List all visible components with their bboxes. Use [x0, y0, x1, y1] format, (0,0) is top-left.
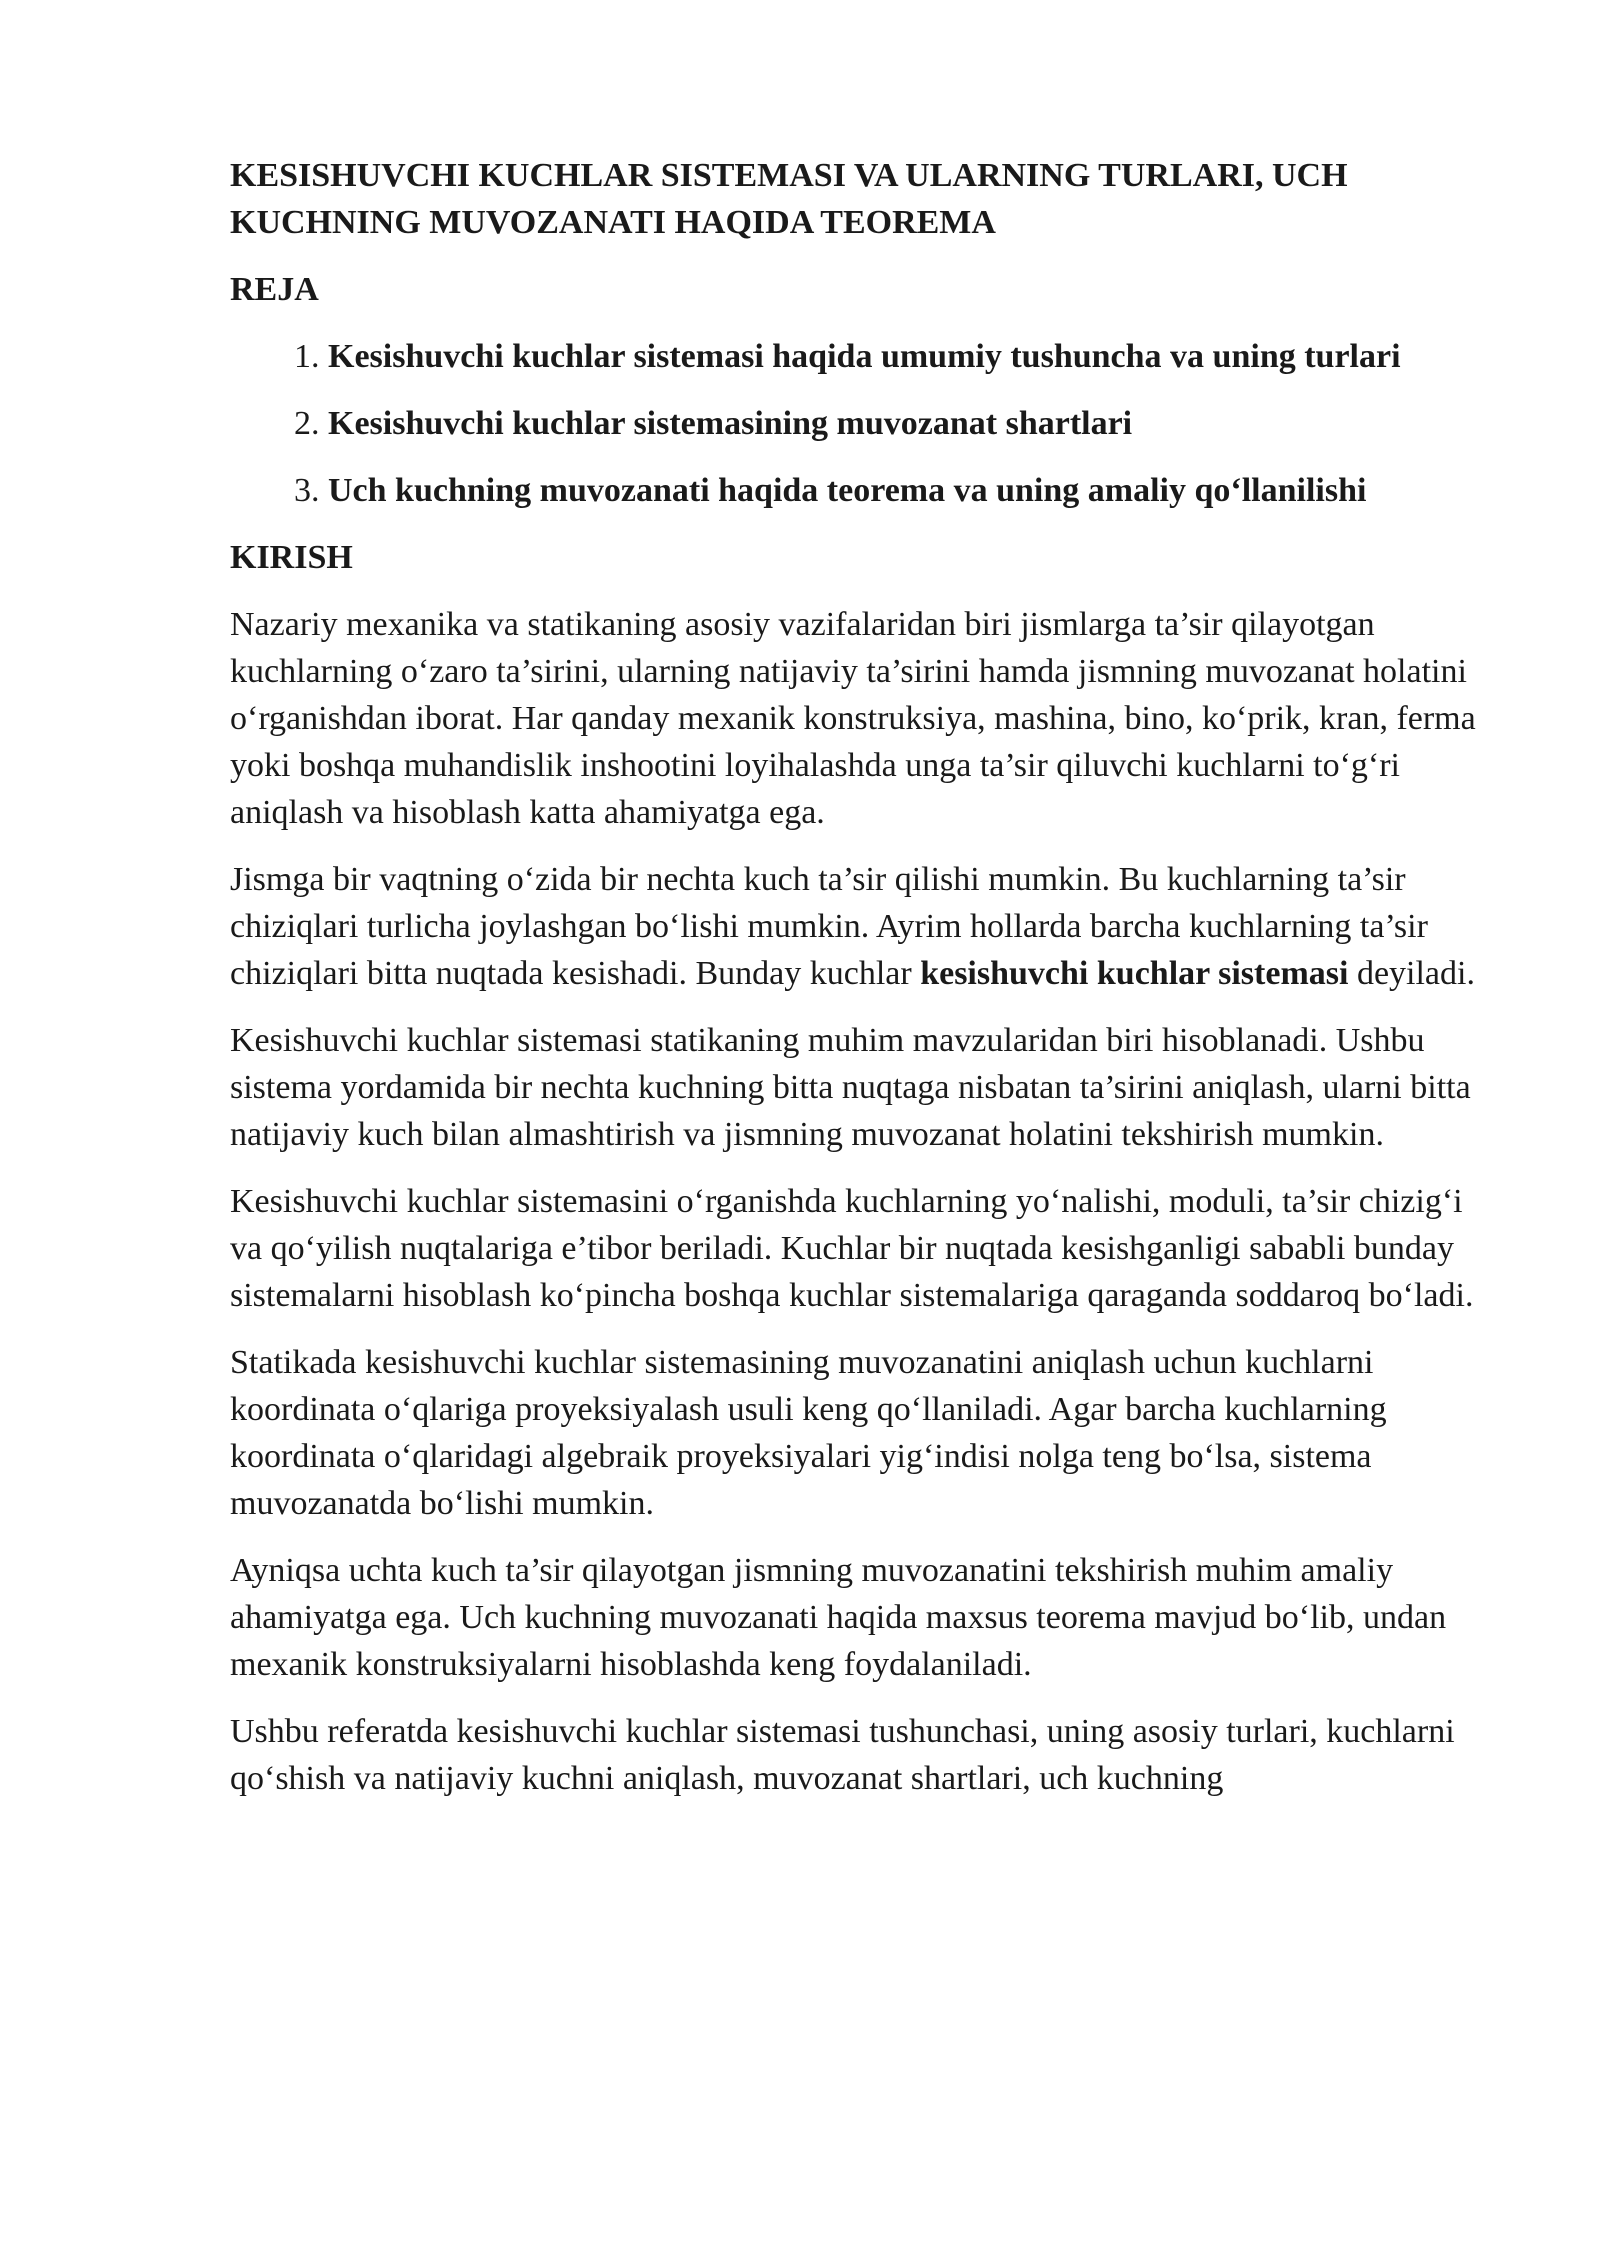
plan-item: 2. Kesishuvchi kuchlar sistemasining muvozanat shartlari — [328, 400, 1490, 447]
paragraph-text: deyiladi. — [1348, 955, 1475, 992]
paragraph: Kesishuvchi kuchlar sistemasi statikaning muhim mavzularidan biri hisoblanadi. Ushbu sistema yordamida bir nechta kuchning bitta nuqtaga nisbatan ta’sirini aniqlash, ularni bitta natijaviy kuch bilan almashtirish va jismning muvozanat holatini tekshirish mumkin. — [230, 1022, 1471, 1153]
plan-item: 3. Uch kuchning muvozanati haqida teorema va uning amaliy qo‘llanilishi — [328, 467, 1490, 514]
plan-heading: REJA — [230, 271, 319, 308]
paragraph — [230, 856, 1490, 997]
paragraph: Ushbu referatda kesishuvchi kuchlar sistemasi tushunchasi, uning asosiy turlari, kuchlarni qo‘shish va natijaviy kuchni aniqlash, muvozanat shartlari, uch kuchning — [230, 1713, 1455, 1797]
paragraph: Kesishuvchi kuchlar sistemasini o‘rganishda kuchlarning yo‘nalishi, moduli, ta’sir chizig‘i va qo‘yilish nuqtalariga e’tibor beriladi. Kuchlar bir nuqtada kesishganligi sababli bunday sistemalarni hisoblash ko‘pincha boshqa kuchlar sistemalariga qaraganda soddaroq bo‘ladi. — [230, 1183, 1474, 1314]
plan-list — [230, 333, 1490, 514]
bold-term: kesishuvchi kuchlar sistemasi — [920, 955, 1349, 992]
document-page — [230, 152, 1490, 1822]
paragraph: Nazariy mexanika va statikaning asosiy vazifalaridan biri jismlarga ta’sir qilayotgan kuchlarning o‘zaro ta’sirini, ularning natijaviy ta’sirini hamda jismning muvozanat holatini o‘rganishdan iborat. Har qanday mexanik konstruksiya, mashina, bino, ko‘prik, kran, ferma yoki boshqa muhandislik inshootini loyihalashda unga ta’sir qiluvchi kuchlarni to‘g‘ri aniqlash va hisoblash katta ahamiyatga ega. — [230, 606, 1476, 831]
paragraph-text: Jismga bir vaqtning o‘zida bir nechta kuch ta’sir qilishi mumkin. Bu kuchlarning ta’sir chiziqlari turlicha joylashgan bo‘lishi mumkin. Ayrim hollarda barcha kuchlarning ta’sir chiziqlari bitta nuqtada kesishadi. Bunday kuchlar — [230, 861, 1428, 992]
plan-item: 1. Kesishuvchi kuchlar sistemasi haqida umumiy tushuncha va uning turlari — [328, 333, 1490, 380]
paragraph: Statikada kesishuvchi kuchlar sistemasining muvozanatini aniqlash uchun kuchlarni koordinata o‘qlariga proyeksiyalash usuli keng qo‘llaniladi. Agar barcha kuchlarning koordinata o‘qlaridagi algebraik proyeksiyalari yig‘indisi nolga teng bo‘lsa, sistema muvozanatda bo‘lishi mumkin. — [230, 1344, 1387, 1522]
document-title: KESISHUVCHI KUCHLAR SISTEMASI VA ULARNING TURLARI, UCH KUCHNING MUVOZANATI HAQIDA TEOREMA — [230, 157, 1348, 241]
intro-heading: KIRISH — [230, 539, 353, 576]
paragraph: Ayniqsa uchta kuch ta’sir qilayotgan jismning muvozanatini tekshirish muhim amaliy ahamiyatga ega. Uch kuchning muvozanati haqida maxsus teorema mavjud bo‘lib, undan mexanik konstruksiyalarni hisoblashda keng foydalaniladi. — [230, 1552, 1447, 1683]
